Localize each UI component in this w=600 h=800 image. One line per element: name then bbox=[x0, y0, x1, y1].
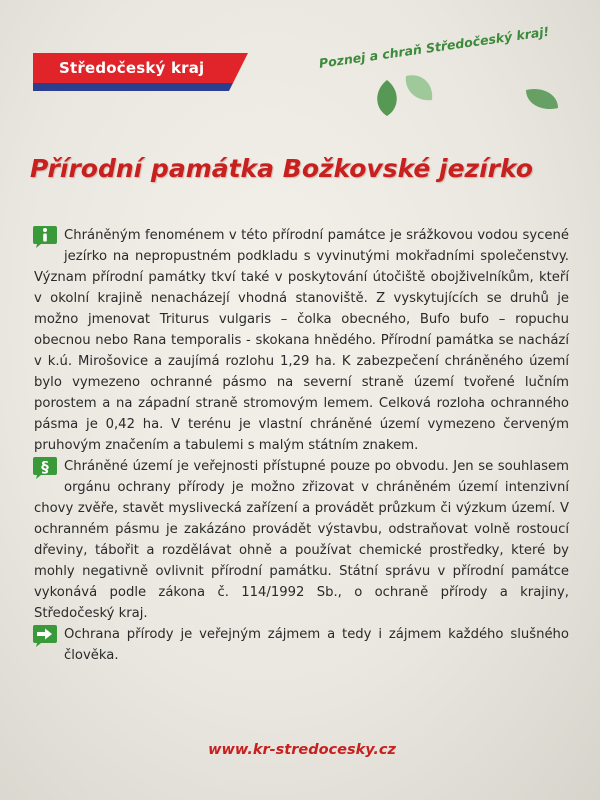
slogan-text: Poznej a chraň Středočeský kraj! bbox=[318, 23, 551, 71]
info-icon bbox=[32, 224, 58, 248]
region-banner bbox=[33, 53, 248, 93]
footer-url: www.kr-stredocesky.cz bbox=[208, 742, 396, 758]
leaf-icon bbox=[402, 70, 436, 104]
arrow-right-icon bbox=[32, 623, 58, 647]
page-title: Přírodní památka Božkovské jezírko bbox=[30, 154, 533, 183]
paragraph-text: Chráněné území je veřejnosti přístupné pouze po obvodu. Jen se souhlasem orgánu ochrany přírody je možno zřizovat v chráněném území intenzivní chovy zvěře, stavět myslivecká zařízení a provádět průzkum či výzkum území. V ochranném pásmu je zakázáno provádět výstavbu, odstraňovat volně rostoucí dřeviny, tábořit a rozdělávat ohně a používat chemické prostředky, které by mohly negativně ovlivnit přírodní památku. Státní správu v přírodní památce vykonává podle zákona č. 114/1992 Sb., o ochraně přírody a krajiny, Středočeský kraj. bbox=[34, 459, 569, 621]
paragraph-text: Ochrana přírody je veřejným zájmem a tedy i zájmem každého slušného člověka. bbox=[64, 627, 569, 663]
leaf-icon bbox=[370, 78, 404, 118]
region-label: Středočeský kraj bbox=[59, 59, 205, 77]
paragraph-section-icon bbox=[32, 455, 58, 479]
leaf-icon bbox=[524, 86, 560, 112]
paragraph-rules bbox=[34, 456, 569, 624]
slogan-block bbox=[318, 23, 568, 118]
paragraph-description bbox=[34, 225, 569, 456]
paragraph-text: Chráněným fenoménem v této přírodní památce je srážkovou vodou sycené jezírko na nepropustném podkladu s vyvinutými mokřadními společenstvy. Význam přírodní památky tkví také v poskytování útočiště obojživelníkům, kteří v okolní krajině nenacházejí vhodná stanoviště. Z vyskytujících se druhů je možno jmenovat Triturus vulgaris – čolka obecného, Bufo bufo – ropuchu obecnou nebo Rana temporalis - skokana hnědého. Přírodní památka se nachází v k.ú. Mirošovice a zaujímá rozlohu 1,29 ha. K zabezpečení chráněného území bylo vymezeno ochranné pásmo na severní straně území tvořené lučním porostem a na západní straně stromovým lemem. Celková rozloha ochranného pásma je 0,42 ha. V terénu je vlastní chráněné území vymezeno červeným pruhovým značením a tabulemi s malým státním znakem. bbox=[34, 228, 569, 453]
svg-text:§: § bbox=[41, 458, 49, 476]
paragraph-conclusion bbox=[34, 624, 569, 666]
